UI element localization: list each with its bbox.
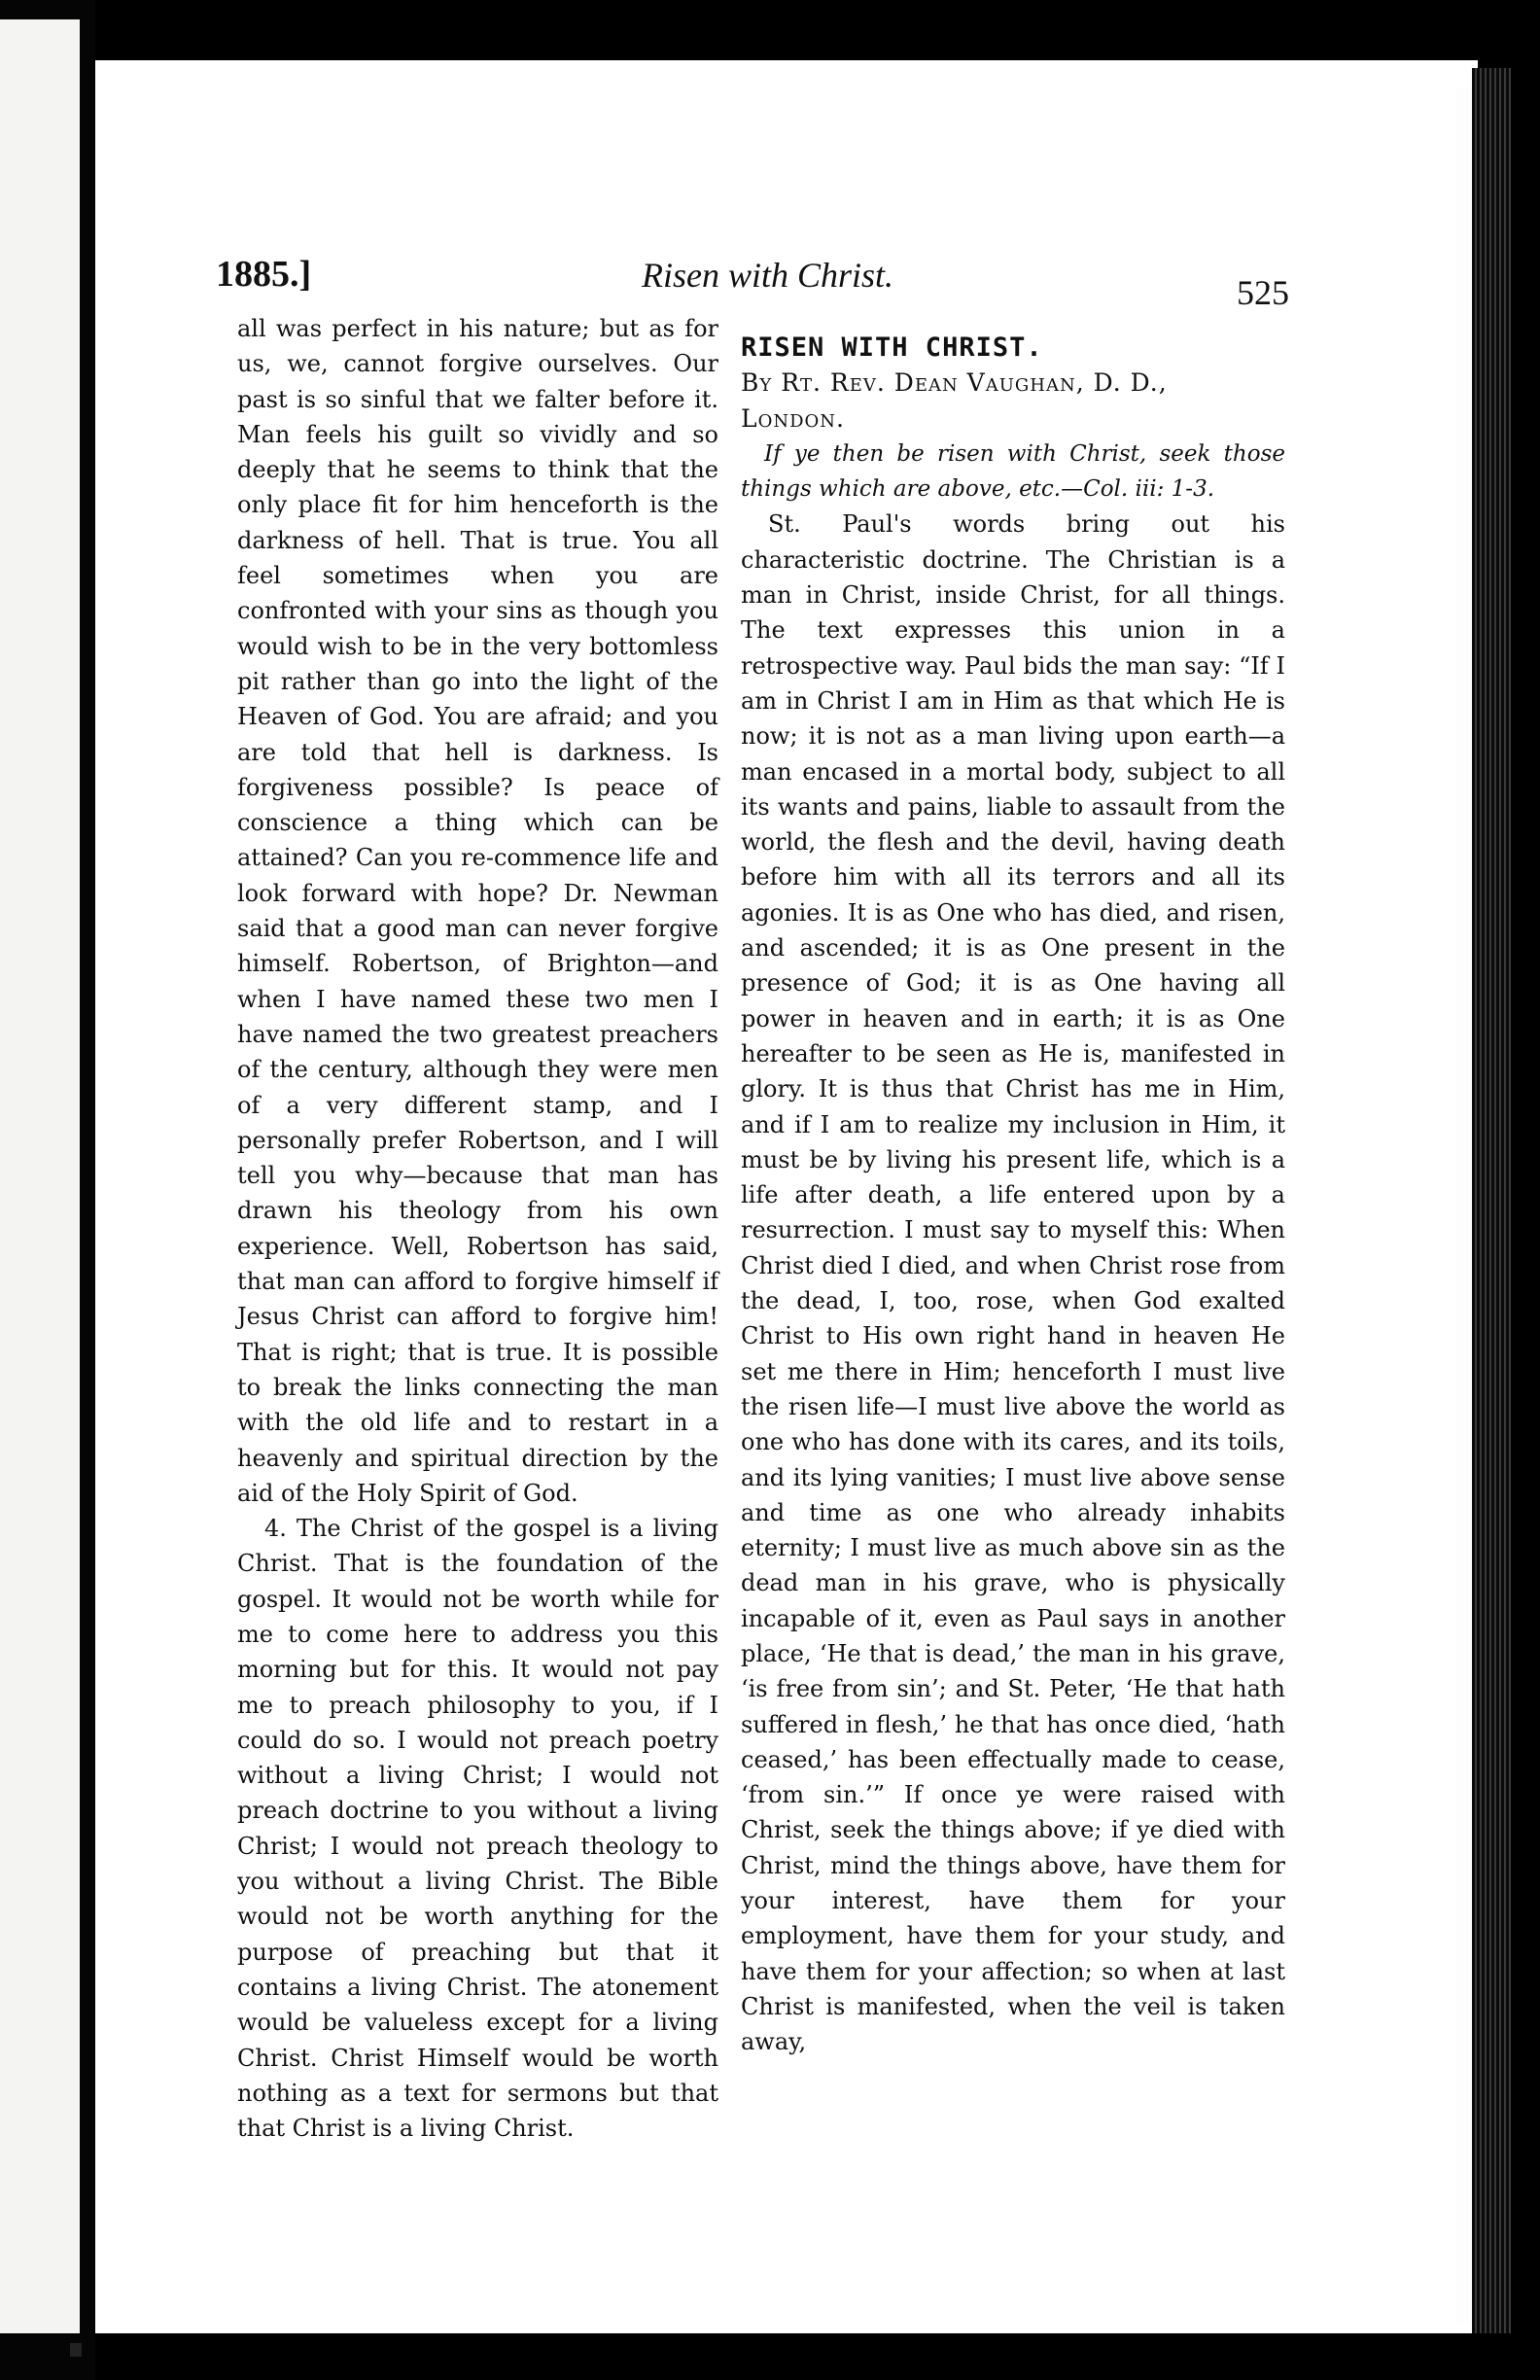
byline-location: London. [741, 403, 845, 433]
facing-page-margin [0, 19, 80, 2333]
byline-author: By Rt. Rev. Dean Vaughan, D. D., [741, 368, 1168, 398]
scan-mark [70, 2343, 82, 2357]
header-title: Risen with Christ. [642, 256, 894, 295]
header-year: 1885.] [216, 254, 312, 295]
epigraph: If ye then be risen with Christ, seek those things which are above, etc.—Col. iii: 1-3. [741, 440, 1285, 503]
book-block-edge [1472, 68, 1511, 2333]
running-header [0, 253, 1540, 311]
right-column [741, 331, 1285, 2060]
left-column [237, 311, 718, 2146]
paragraph-continued: all was perfect in his nature; but as for us, we, cannot forgive ourselves. Our past is so sinful that we falter before it. Man feels his guilt so vividly and so deeply that he seems to think that the only place fit for him henceforth is the darkness of hell. That is true. You all feel sometimes when you are confronted with your sins as though you would wish to be in the very bottomless pit rather than go into the light of the Heaven of God. You are afraid; and you are told that hell is darkness. Is forgiveness possible? Is peace of conscience a thing which can be attained? Can you re-commence life and look forward with hope? Dr. Newman said that a good man can never forgive himself. Robertson, of Brighton—and when I have named these two men I have named the two greatest preachers of the century, although they were men of a very different stamp, and I personally prefer Robertson, and I will tell you why—because that man has drawn his theology from his own experience. Well, Robertson has said, that man can afford to forgive himself if Jesus Christ can afford to forgive him! That is right; that is true. It is possible to break the links connecting the man with the old life and to restart in a heavenly and spiritual direction by the aid of the Holy Spirit of God. [237, 315, 718, 1507]
paragraph-living-christ: 4. The Christ of the gospel is a living Christ. That is the foundation of the gospel. It would not be worth while for me to come here to address you this morning but for this. It would not pay me to preach philosophy to you, if I could do so. I would not preach poetry without a living Christ; I would not preach doctrine to you without a living Christ; I would not preach theology to you without a living Christ. The Bible would not be worth anything for the purpose of preaching but that it contains a living Christ. The atonement would be valueless except for a living Christ. Christ Himself would be worth nothing as a text for sermons but that that Christ is a living Christ. [237, 1515, 718, 2143]
article-body: St. Paul's words bring out his characteristic doctrine. The Christian is a man in Christ, inside Christ, for all things. The text expresses this union in a retrospective way. Paul bids the man say: “If I am in Christ I am in Him as that which He is now; it is not as a man living upon earth—a man encased in a mortal body, subject to all its wants and pains, liable to assault from the world, the flesh and the devil, having death before him with all its terrors and all its agonies. It is as One who has died, and risen, and ascended; it is as One present in the presence of God; it is as One having all power in heaven and in earth; it is as One hereafter to be seen as He is, manifested in glory. It is thus that Christ has me in Him, and if I am to realize my inclusion in Him, it must be by living his present life, which is a life after death, a life entered upon by a resurrection. I must say to myself this: When Christ died I died, and when Christ rose from the dead, I, too, rose, when God exalted Christ to His own right hand in heaven He set me there in Him; henceforth I must live the risen life—I must live above the world as one who has done with its cares, and its toils, and its lying vanities; I must live above sense and time as one who already inhabits eternity; I must live as much above sin as the dead man in his grave, who is physically incapable of it, even as Paul says in another place, ‘He that is dead,’ the man in his grave, ‘is free from sin’; and St. Peter, ‘He that hath suffered in flesh,’ he that has once died, ‘hath ceased,’ has been effectually made to cease, ‘from sin.’” If once ye were raised with Christ, seek the things above; if ye died with Christ, mind the things above, have them for your interest, have them for your employment, have them for your study, and have them for your affection; so when at last Christ is manifested, when the veil is taken away, [741, 510, 1285, 2056]
page-edge [1456, 88, 1472, 2324]
page-number: 525 [1237, 273, 1289, 312]
article-title: RISEN WITH CHRIST. [741, 332, 1043, 363]
left-page-edge [0, 0, 95, 2380]
